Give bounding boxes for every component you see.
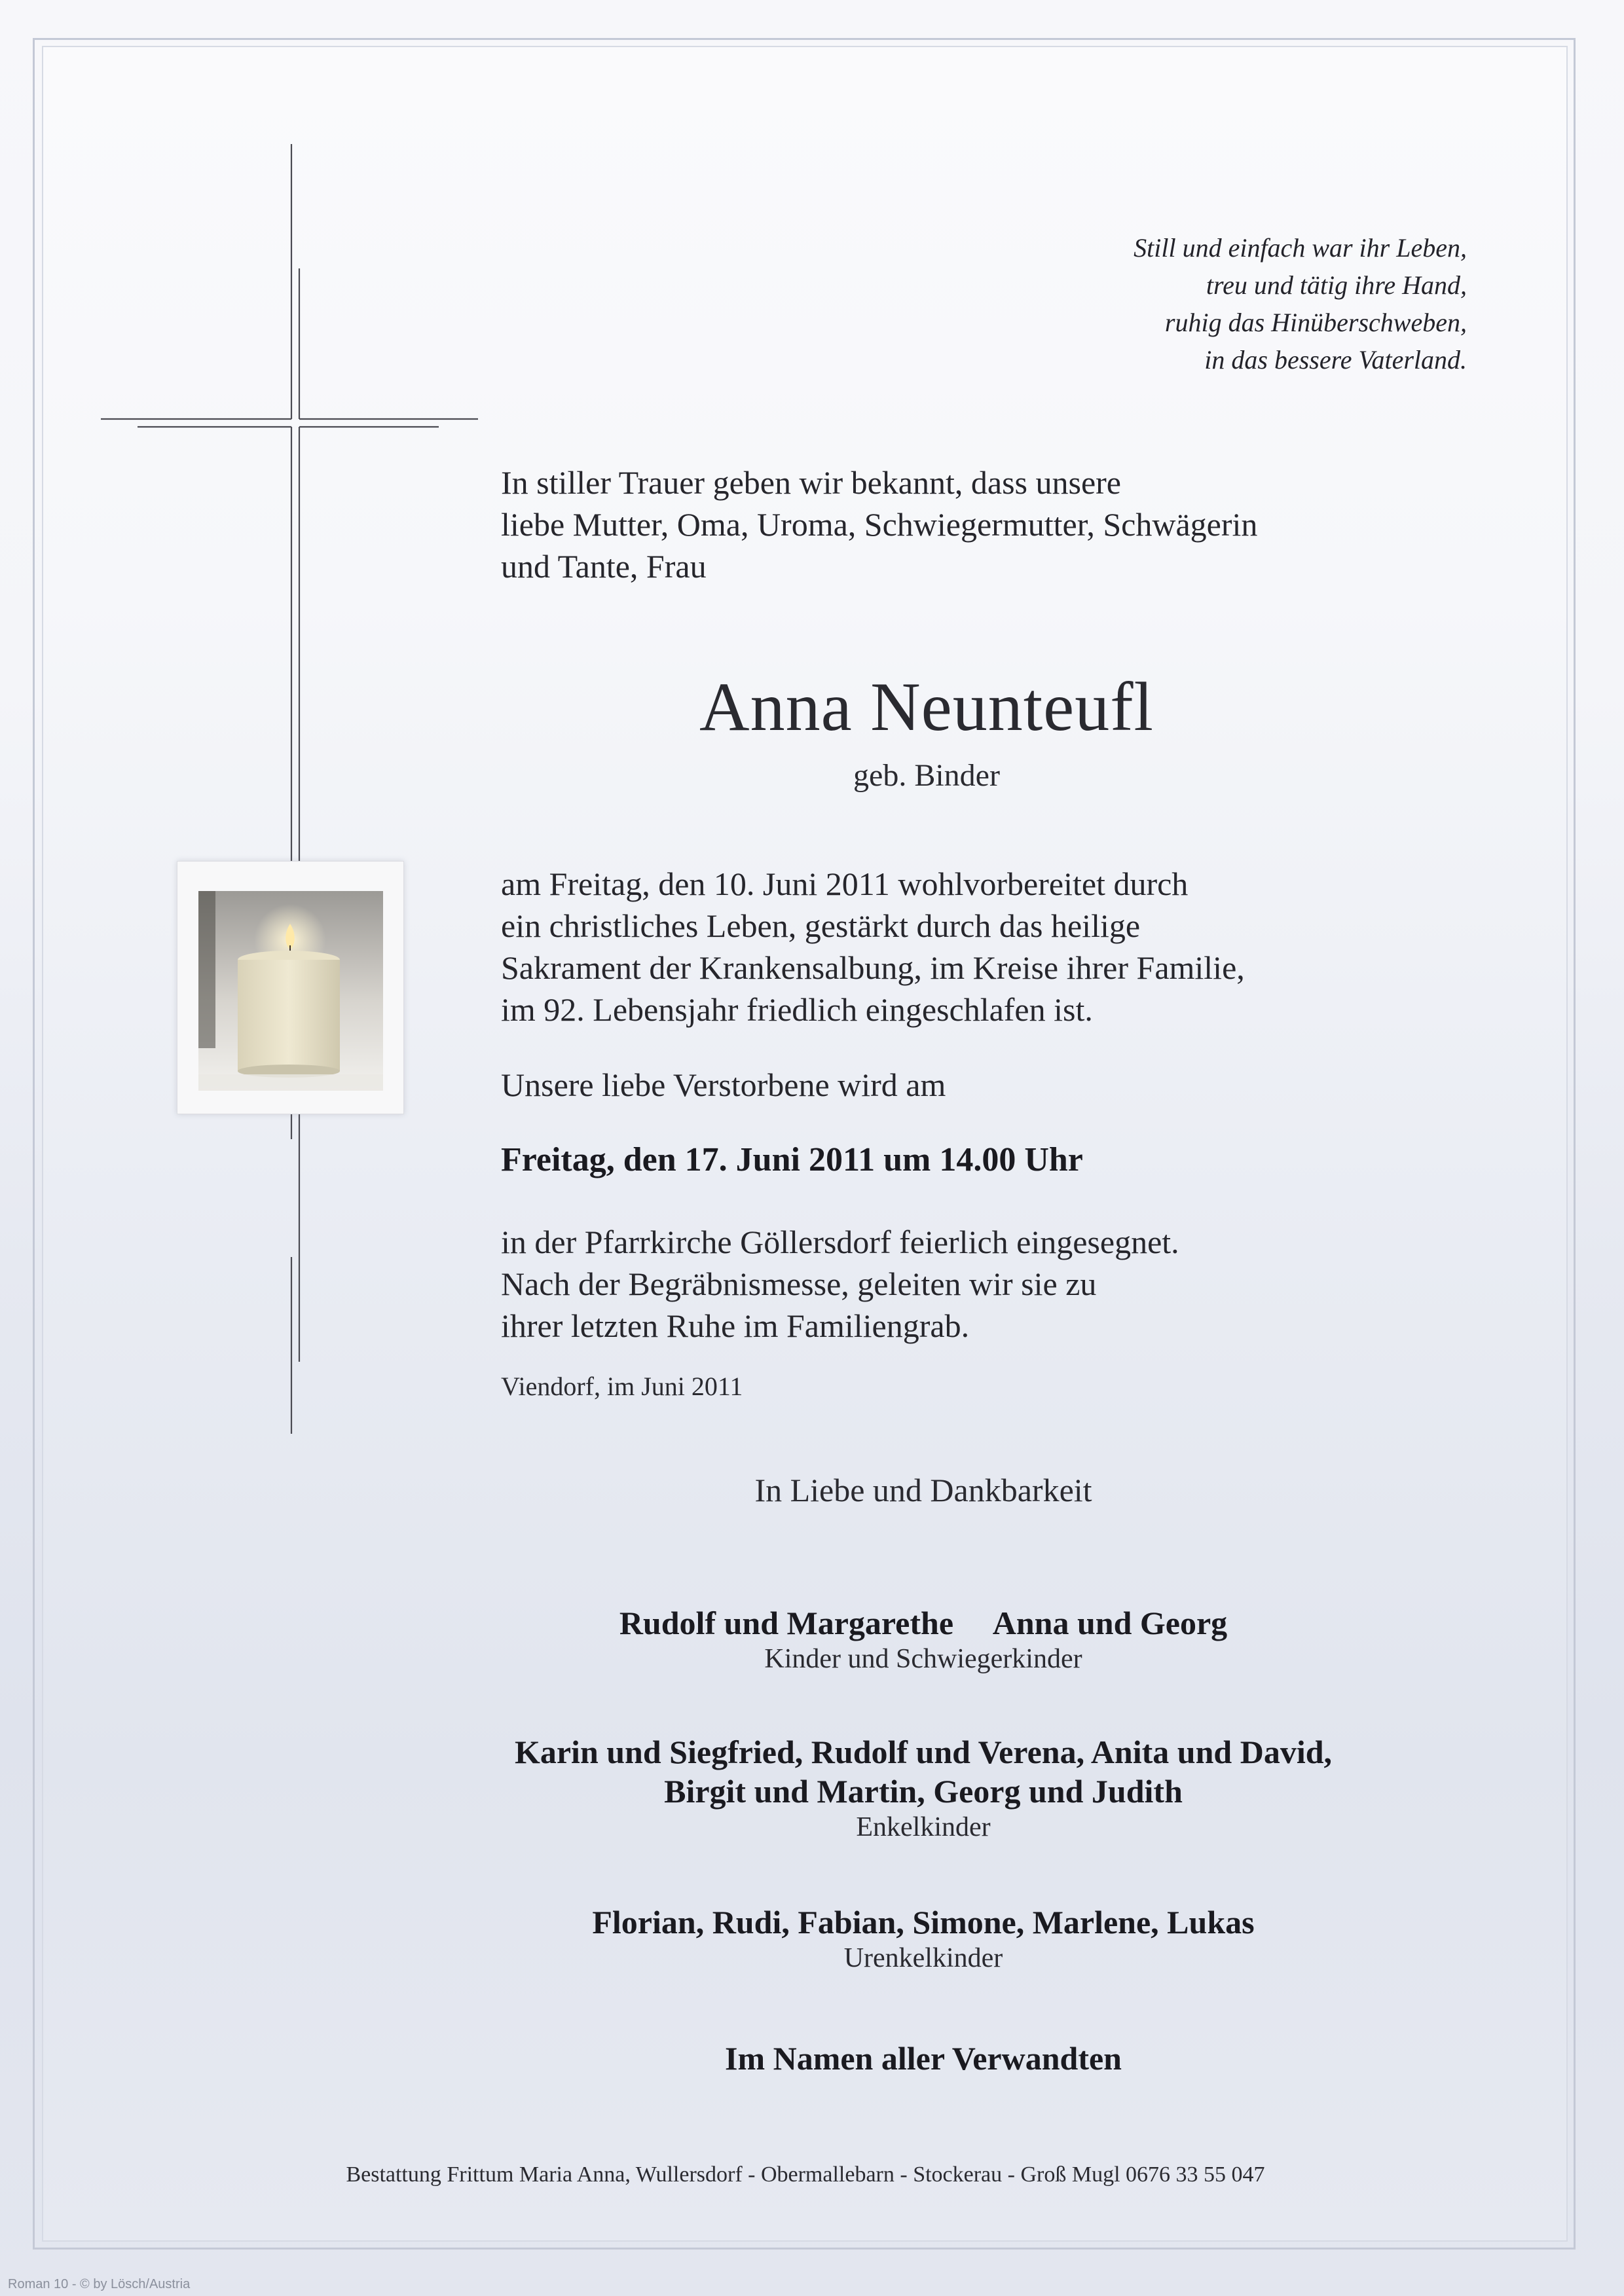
poem-line: ruhig das Hinüberschweben,: [1164, 308, 1467, 337]
poem-line: treu und tätig ihre Hand,: [1206, 270, 1467, 300]
cross-icon: [92, 144, 485, 1434]
announcement: [501, 462, 1257, 587]
print-credit: Roman 10 - © by Lösch/Austria: [8, 2277, 191, 2291]
candle-icon: [177, 862, 403, 1114]
children-relation: Kinder und Schwiegerkinder: [764, 1644, 1082, 1674]
poem-line: Still und einfach war ihr Leben,: [1134, 233, 1467, 263]
funeral-home-footer: Bestattung Frittum Maria Anna, Wullersdorf - Obermallebarn - Stockerau - Groß Mugl 0676 33 55 047: [346, 2162, 1265, 2187]
poem: [747, 229, 1467, 378]
funeral-date-time: Freitag, den 17. Juni 2011 um 14.00 Uhr: [501, 1141, 1083, 1178]
funeral-line: ihrer letzten Ruhe im Familiengrab.: [501, 1307, 970, 1344]
announcement-line: und Tante, Frau: [501, 548, 707, 585]
grandchildren-relation: Enkelkinder: [856, 1812, 991, 1842]
poem-line: in das bessere Vaterland.: [1204, 345, 1467, 374]
closing-line: In Liebe und Dankbarkeit: [754, 1472, 1092, 1508]
funeral-intro: Unsere liebe Verstorbene wird am: [501, 1066, 946, 1103]
deceased-name: Anna Neunteufl: [699, 668, 1154, 745]
place-date: Viendorf, im Juni 2011: [501, 1372, 743, 1401]
death-notice-line: ein christliches Leben, gestärkt durch das heilige: [501, 907, 1141, 944]
death-notice: [501, 863, 1245, 1030]
relatives-line: Im Namen aller Verwandten: [724, 2040, 1122, 2077]
announcement-line: liebe Mutter, Oma, Uroma, Schwiegermutter, Schwägerin: [501, 506, 1258, 543]
funeral-line: Nach der Begräbnismesse, geleiten wir sie zu: [501, 1266, 1097, 1302]
candle-picture: [177, 861, 404, 1114]
death-notice-line: am Freitag, den 10. Juni 2011 wohlvorbereitet durch: [501, 866, 1189, 902]
grandchildren-names-line2: Birgit und Martin, Georg und Judith: [664, 1773, 1183, 1810]
funeral-details: [501, 1221, 1179, 1347]
grandchildren-names-line1: Karin und Siegfried, Rudolf und Verena, Anita und David,: [514, 1734, 1333, 1770]
great-grandchildren-relation: Urenkelkinder: [843, 1943, 1003, 1973]
death-notice-line: im 92. Lebensjahr friedlich eingeschlafen ist.: [501, 991, 1093, 1028]
announcement-line: In stiller Trauer geben wir bekannt, dass unsere: [501, 464, 1121, 501]
funeral-line: in der Pfarrkirche Göllersdorf feierlich eingesegnet.: [501, 1224, 1179, 1260]
great-grandchildren-names: Florian, Rudi, Fabian, Simone, Marlene, Lukas: [592, 1904, 1255, 1941]
maiden-name: geb. Binder: [853, 758, 1000, 793]
children-names: Rudolf und Margarethe Anna und Georg: [619, 1605, 1228, 1641]
death-notice-line: Sakrament der Krankensalbung, im Kreise ihrer Familie,: [501, 949, 1245, 986]
